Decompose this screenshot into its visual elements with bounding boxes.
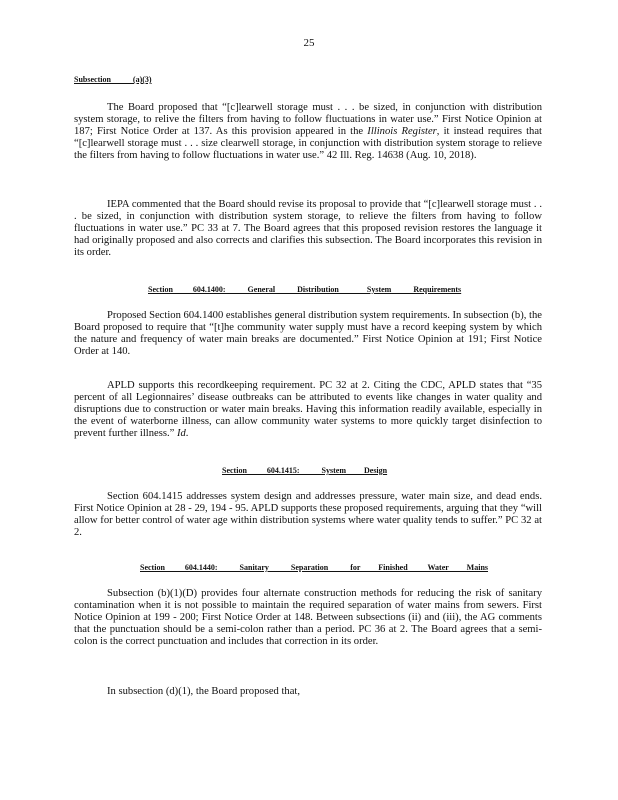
italic-citation: Illinois Register [367,126,437,137]
heading-section-604-1415: Section 604.1415: System Design [222,466,388,475]
paragraph-apld-support [74,380,542,440]
paragraph-text: The Board proposed that “[c]learwell storage must . . . be sized, in conjunction with distribution system storage, to relive the filters from having to follow fluctuations in water use.” First Notice Opinion at 187; First Notice Order at 137. As this provision appeared in the [74,102,542,137]
paragraph-section-604-1440: Subsection (b)(1)(D) provides four alternate construction methods for reducing the risk of sanitary contamination when it is not possible to maintain the required separation of water mains from sewers. First Notice Opinion at 199 - 200; First Notice Order at 148. Between subsections (ii) and (iii), the AG comments that the punctuation should be a semi-colon rather than a period. PC 36 at 2. The Board agrees that a semi-colon is the correct punctuation and includes that correction in its order. [74,588,542,647]
paragraph-section-604-1415: Section 604.1415 addresses system design and addresses pressure, water main size, and dead ends. First Notice Opinion at 28 - 29, 194 - 95. APLD supports these proposed requirements, arguing that they “will allow for better control of water age within distribution systems where water quality tends to suffer.” PC 32 at 2. [74,491,542,538]
paragraph-text: APLD supports this recordkeeping requirement. PC 32 at 2. Citing the CDC, APLD states that “35 percent of all Legionnaires’ disease outbreaks can be attributed to events like changes in water quality and disruptions due to construction or water main breaks. Having this information readily available, especially in the event of waterborne illness, can allow community water systems to more quickly target disinfection to prevent further illness.” [74,380,542,439]
heading-subsection-a3: Subsection (a)(3) [74,75,152,84]
paragraph-subsection-d1: In subsection (d)(1), the Board proposed that, [107,686,300,697]
heading-section-604-1400: Section 604.1400: General Distribution System Requirements [148,285,462,294]
heading-section-604-1440: Section 604.1440: Sanitary Separation for Finished Water Mains [140,563,489,572]
page-number: 25 [303,37,315,49]
paragraph-section-604-1400: Proposed Section 604.1400 establishes general distribution system requirements. In subsection (b), the Board proposed to require that “[t]he community water supply must have a record keeping system by which the nature and frequency of water main breaks are documented.” First Notice Opinion at 191; First Notice Order at 140. [74,310,542,357]
paragraph-iepa-comment: IEPA commented that the Board should revise its proposal to provide that “[c]learwell storage must . . . be sized, in conjunction with distribution system storage, to relieve the filters from having to follow fluctuations in water use.” PC 33 at 7. The Board agrees that this proposed revision restores the language it had originally proposed and also corrects and clarifies this subsection. The Board incorporates this revision in its order. [74,199,542,258]
paragraph-clearwell-proposal [74,102,542,162]
italic-citation: Id [176,428,186,439]
paragraph-text: , it instead requires that “[c]learwell storage must . . . size clearwell storage, in conjunction with distribution system storage to relieve the filters from having to follow fluctuations in water use.” 42 Ill. Reg. 14638 (Aug. 10, 2018). [74,126,542,161]
paragraph-text: . [185,428,189,439]
